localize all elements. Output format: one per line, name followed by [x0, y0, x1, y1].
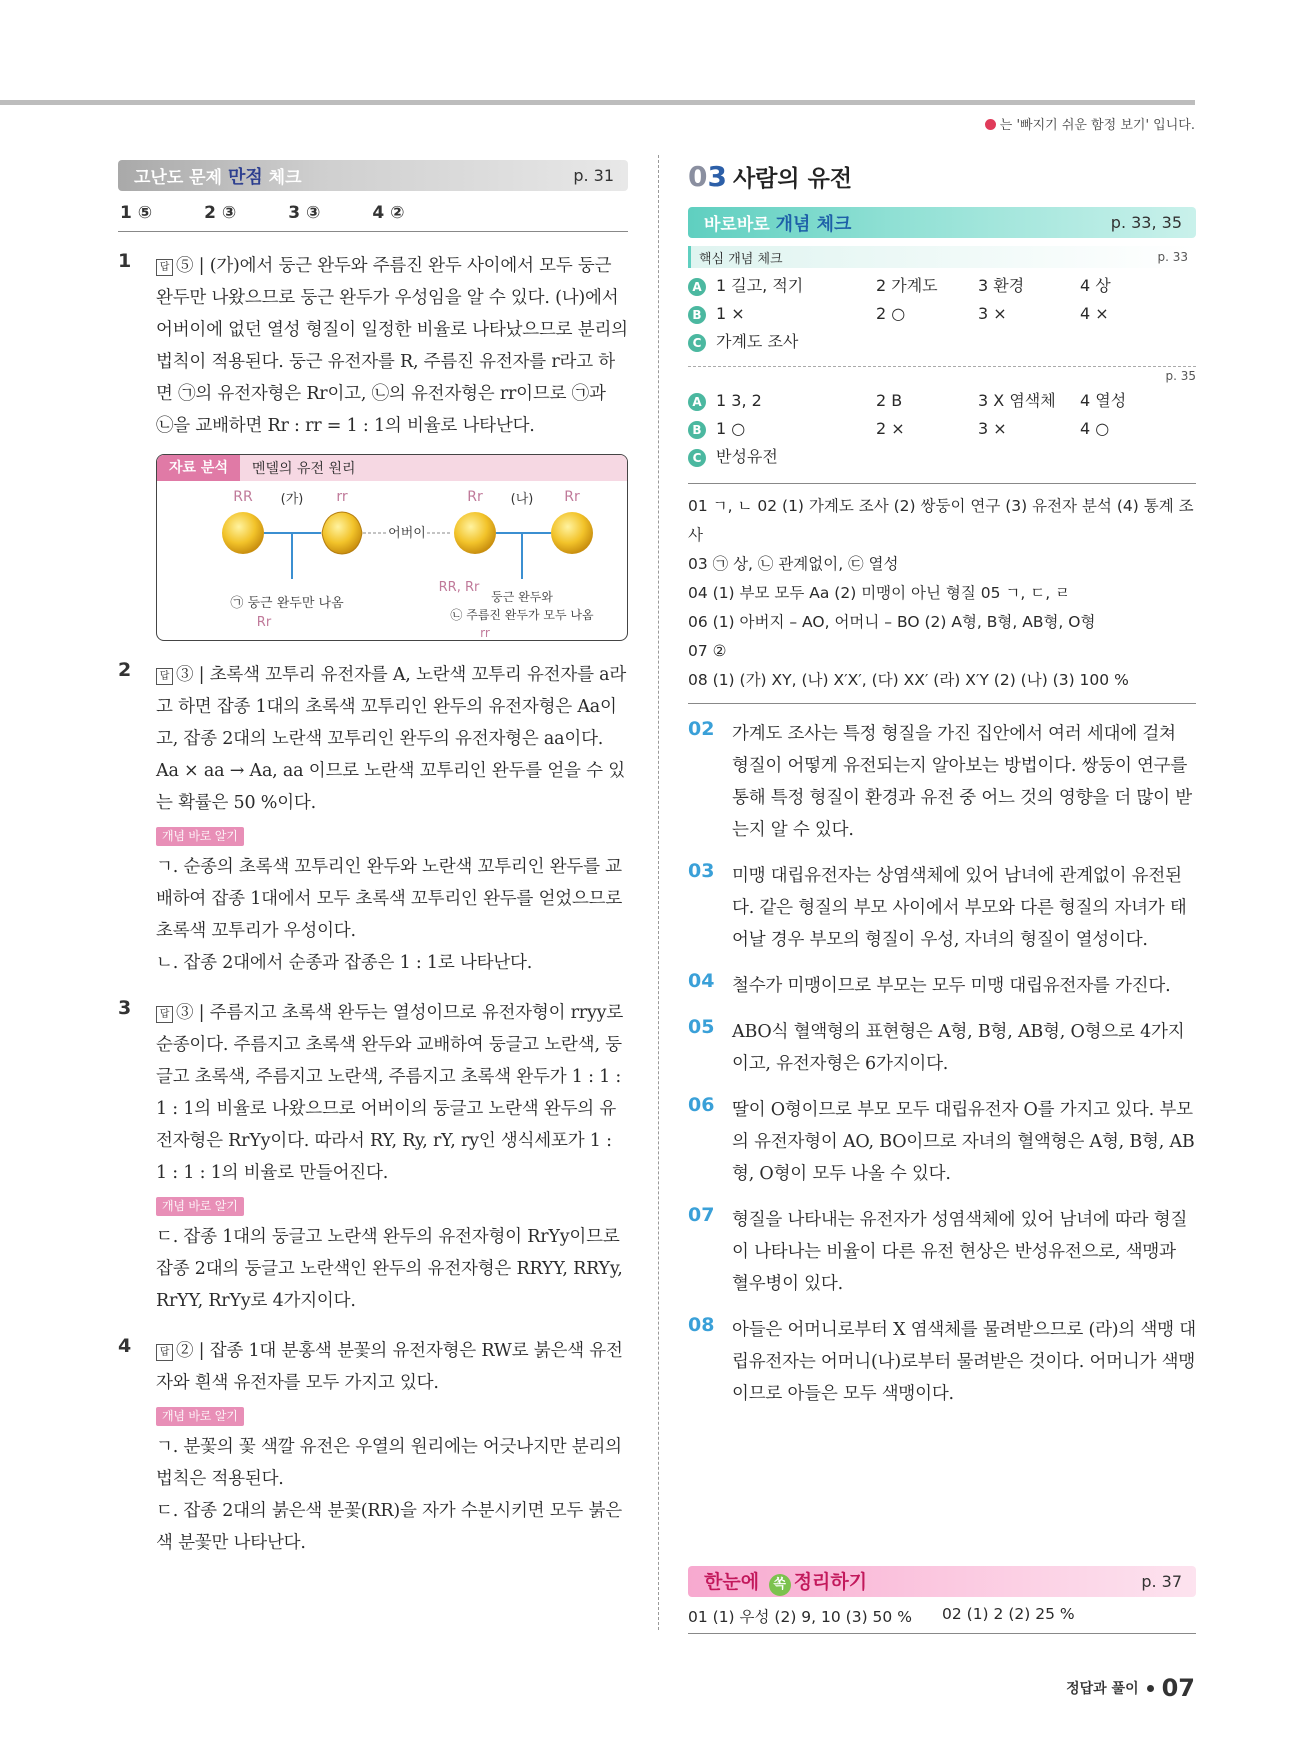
concept-grid-1	[688, 272, 1196, 356]
grid-cell: 3 환경	[978, 276, 1025, 295]
answer-mark-icon: 답	[156, 1344, 173, 1361]
grid-cell: 4 ×	[1080, 304, 1109, 323]
grid-cell: 반성유전	[716, 447, 778, 466]
summary-section: 한눈에 쏙 정리하기 p. 37 01 (1) 우성 (2) 9, 10 (3) 50 % 02 (1) 2 (2) 25 %	[688, 1566, 1196, 1634]
svg-text:Rr: Rr	[564, 489, 580, 505]
grid-cell: 1 길고, 적기	[716, 276, 804, 295]
page-separator: p. 35	[688, 366, 1196, 383]
round-pea	[551, 512, 593, 554]
grid-cell: 4 상	[1080, 276, 1111, 295]
grid-cell: 2 ○	[876, 304, 906, 323]
left-column	[118, 160, 628, 1559]
svg-text:rr: rr	[480, 626, 490, 639]
right-column	[688, 160, 1196, 1410]
grid-cell: 1 ×	[716, 304, 745, 323]
concept-tag: 개념 바로 알기	[156, 827, 244, 846]
grid-cell: 1 3, 2	[716, 391, 762, 410]
short-answer-line: 03 ㉠ 상, ㉡ 관계없이, ㉢ 열성	[688, 555, 899, 573]
svg-text:rr: rr	[336, 489, 348, 505]
question-1: 1 답 ⑤ | (가)에서 둥근 완두와 주름진 완두 사이에서 모두 둥근 완두만 나왔으므로 둥근 완두가 우성임을 알 수 있다. (나)에서 어버이에 없던 열성 형질이 일정한 비율로 나타났으므로 분리의 법칙이 적용된다. 둥근 유전자를 R, 주름진 유전자를 r라고 하면 ㉠의 유전자형은 Rr이고, ㉡의 유전자형은 rr이므로 ㉠과 ㉡을 교배하면 Rr : rr = 1 : 1의 비율로 나타난다.	[118, 250, 628, 436]
wrinkled-pea	[322, 512, 362, 554]
svg-text:어버이: 어버이	[388, 526, 426, 541]
question-3: 3 답 ③ | 주름지고 초록색 완두는 열성이므로 유전자형이 rryy로 순종이다. 주름지고 초록색 완두와 교배하여 둥글고 노란색, 둥글고 초록색, 주름지고 노란색, 주름지고 초록색 완두가 1 : 1 : 1 : 1의 비율로 나왔으므로 어버이의 둥글고 노란색 완두의 유전자형은 RrYy이다. 따라서 RY, Ry, rY, ry인 생식세포가 1 : 1 : 1 : 1의 비율로 만들어진다. 개념 바로 알기 ㄷ. 잡종 1대의 둥글고 노란색 완두의 유전자형이 RrYy이므로 잡종 2대의 둥글고 노란색인 완두의 유전자형은 RRYY, RRYy, RrYY, RrYy로 4가지이다.	[118, 997, 624, 1311]
data-analysis-box: 자료 분석 멘델의 유전 원리 RR (가) rr 어버이 Rr (나) Rr ㉠ 둥근 완두만 나옴 Rr RR, Rr 둥근 완두와 ㉡ 주름진 완두가 모두 나옴 rr	[156, 454, 628, 641]
round-pea	[454, 512, 496, 554]
grid-cell: 3 ×	[978, 304, 1007, 323]
section-banner-hard: 고난도 문제 만점 체크 p. 31	[118, 160, 628, 191]
page-footer: 정답과 풀이 07	[1066, 1674, 1195, 1702]
grid-cell	[978, 328, 1080, 356]
explanation-item: 02 가계도 조사는 특정 형질을 가진 집안에서 여러 세대에 걸쳐 형질이 어떻게 유전되는지 알아보는 방법이다. 쌍둥이 연구를 통해 특정 형질이 환경과 유전 중 어느 것의 영향을 더 많이 받는지 알 수 있다.	[688, 718, 1192, 840]
svg-text:RR, Rr: RR, Rr	[438, 580, 480, 595]
grid-cell: 3 X 염색체	[978, 391, 1056, 410]
grid-cell: 3 ×	[978, 419, 1007, 438]
svg-text:둥근 완두와: 둥근 완두와	[491, 590, 553, 604]
short-answer-line: 01 ㄱ, ㄴ 02 (1) 가계도 조사 (2) 쌍둥이 연구 (3) 유전자 분석 (4) 통계 조사	[688, 497, 1194, 544]
concept-grid-2	[688, 387, 1196, 471]
mendel-diagram	[157, 481, 627, 639]
grid-cell	[876, 328, 978, 356]
concept-tag: 개념 바로 알기	[156, 1407, 244, 1426]
trap-legend	[985, 114, 1195, 133]
svg-text:Rr: Rr	[256, 615, 272, 630]
leaf-icon: 쏙	[769, 1574, 791, 1596]
explanation-item: 03 미맹 대립유전자는 상염색체에 있어 남녀에 관계없이 유전된다. 같은 형질의 부모 사이에서 부모와 다른 형질의 자녀가 태어날 경우 부모의 형질이 우성, 자녀의 형질이 열성이다.	[688, 860, 1187, 950]
short-answer-line: 06 (1) 아버지 – AO, 어머니 – BO (2) A형, B형, AB형, O형	[688, 613, 1096, 631]
grid-cell	[1080, 443, 1180, 471]
section-letter-icon: C	[688, 334, 706, 352]
section-letter-icon: A	[688, 393, 706, 411]
section-letter-icon: B	[688, 306, 706, 324]
geno-label: RR	[233, 489, 253, 505]
concept-tag: 개념 바로 알기	[156, 1197, 244, 1216]
answer-mark-icon: 답	[156, 668, 173, 685]
svg-text:㉡ 주름진 완두가 모두 나옴: ㉡ 주름진 완두가 모두 나옴	[450, 608, 594, 622]
grid-cell: 가계도 조사	[716, 332, 799, 351]
grid-cell: 2 B	[876, 391, 903, 410]
answer-mark-icon: 답	[156, 259, 173, 276]
svg-text:Rr: Rr	[467, 489, 483, 505]
question-4: 4 답 ② | 잡종 1대 분홍색 분꽃의 유전자형은 RW로 붉은색 유전자와 흰색 유전자를 모두 가지고 있다. 개념 바로 알기 ㄱ. 분꽃의 꽃 색깔 유전은 우열의 원리에는 어긋나지만 분리의 법칙은 적용된다. ㄷ. 잡종 2대의 붉은색 분꽃(RR)을 자가 수분시키면 모두 붉은색 분꽃만 나타난다.	[118, 1335, 623, 1553]
answer-mark-icon: 답	[156, 1006, 173, 1023]
short-answer-line: 04 (1) 부모 모두 Aa (2) 미맹이 아닌 형질 05 ㄱ, ㄷ, ㄹ	[688, 584, 1071, 602]
svg-text:(가): (가)	[280, 492, 304, 507]
grid-cell: 4 열성	[1080, 391, 1127, 410]
sub-heading: 핵심 개념 체크 p. 33	[688, 246, 1196, 268]
short-answers	[688, 483, 1196, 704]
section-letter-icon: B	[688, 421, 706, 439]
grid-cell	[1080, 328, 1180, 356]
grid-cell: 4 ○	[1080, 419, 1110, 438]
short-answer-line: 08 (1) (가) XY, (나) X′X′, (다) XX′ (라) X′Y (2) (나) (3) 100 %	[688, 671, 1129, 689]
bomb-icon	[985, 119, 996, 130]
section-letter-icon: A	[688, 278, 706, 296]
explanation-item: 06 딸이 O형이므로 부모 모두 대립유전자 O를 가지고 있다. 부모의 유전자형이 AO, BO이므로 자녀의 혈액형은 A형, B형, AB형, O형이 모두 나올 수 있다.	[688, 1094, 1195, 1184]
explanation-item: 08 아들은 어머니로부터 X 염색체를 물려받으므로 (라)의 색맹 대립유전자는 어머니(나)로부터 물려받은 것이다. 어머니가 색맹이므로 아들은 모두 색맹이다.	[688, 1314, 1196, 1404]
round-pea	[222, 512, 264, 554]
column-divider	[658, 155, 659, 1630]
grid-cell: 1 ○	[716, 419, 746, 438]
grid-cell: 2 ×	[876, 419, 905, 438]
grid-cell	[876, 443, 978, 471]
grid-cell	[978, 443, 1080, 471]
section-banner-summary: 한눈에 쏙 정리하기 p. 37	[688, 1566, 1196, 1597]
section-letter-icon: C	[688, 449, 706, 467]
chapter-title: 03 사람의 유전	[688, 160, 853, 193]
explanation-item: 04 철수가 미맹이므로 부모는 모두 미맹 대립유전자를 가진다.	[688, 970, 1171, 996]
quick-answers: 1 ⑤ 2 ③ 3 ③ 4 ②	[118, 191, 628, 232]
page-ref: p. 31	[573, 166, 614, 185]
page-number: 07	[1161, 1674, 1195, 1702]
top-rule	[0, 100, 1195, 105]
section-banner-concept: 바로바로 개념 체크 p. 33, 35	[688, 207, 1196, 238]
grid-cell: 2 가계도	[876, 276, 938, 295]
question-2: 2 답 ③ | 초록색 꼬투리 유전자를 A, 노란색 꼬투리 유전자를 a라고 하면 잡종 1대의 초록색 꼬투리인 완두의 유전자형은 Aa이고, 잡종 2대의 노란색 꼬투리인 완두의 유전자형은 aa이다. Aa × aa → Aa, aa 이므로 노란색 꼬투리인 완두를 얻을 수 있는 확률은 50 %이다. 개념 바로 알기 ㄱ. 순종의 초록색 꼬투리인 완두와 노란색 꼬투리인 완두를 교배하여 잡종 1대에서 모두 초록색 꼬투리인 완두를 얻었으므로 초록색 꼬투리가 우성이다. ㄴ. 잡종 2대에서 순종과 잡종은 1 : 1로 나타난다.	[118, 659, 627, 973]
explanations	[688, 718, 1196, 1410]
short-answer-line: 07 ②	[688, 642, 727, 660]
explanation-item: 07 형질을 나타내는 유전자가 성염색체에 있어 남녀에 따라 형질이 나타나는 비율이 다른 유전 현상은 반성유전으로, 색맹과 혈우병이 있다.	[688, 1204, 1188, 1294]
svg-text:㉠ 둥근 완두만 나옴: ㉠ 둥근 완두만 나옴	[230, 596, 344, 611]
explanation-item: 05 ABO식 혈액형의 표현형은 A형, B형, AB형, O형으로 4가지이고, 유전자형은 6가지이다.	[688, 1016, 1185, 1074]
trap-legend-text: 는 '빠지기 쉬운 함정 보기' 입니다.	[999, 118, 1195, 133]
svg-text:(나): (나)	[510, 492, 534, 507]
